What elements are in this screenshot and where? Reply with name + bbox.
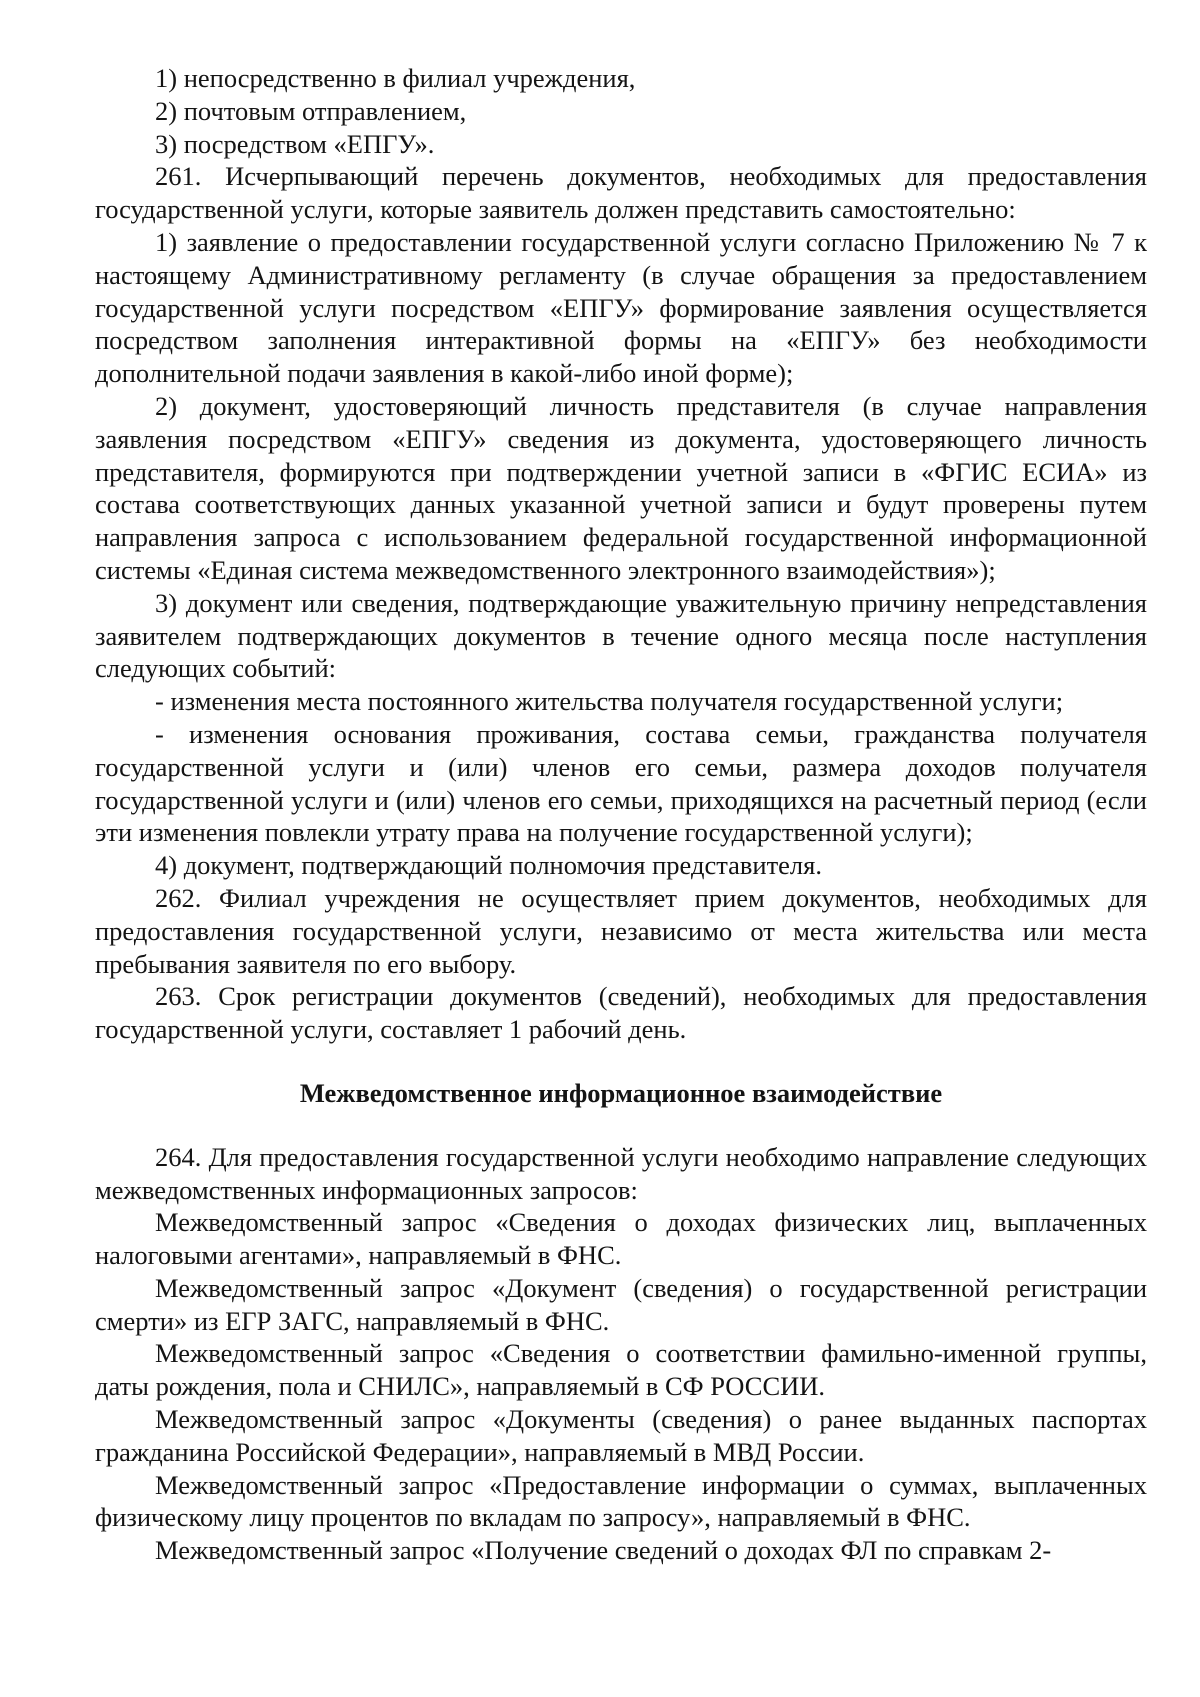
paragraph-264: 264. Для предоставления государственной услуги необходимо направление следующих межведомственных информационных запросов: <box>95 1141 1147 1205</box>
list-item-3: 3) посредством «ЕПГУ». <box>155 128 435 159</box>
paragraph-262: 262. Филиал учреждения не осуществляет прием документов, необходимых для предоставления государственной услуги, независимо от места жительства или места пребывания заявителя по его выбору. <box>95 882 1147 979</box>
paragraph-261: 261. Исчерпывающий перечень документов, необходимых для предоставления государственной услуги, которые заявитель должен представить самостоятельно: <box>95 161 1147 225</box>
paragraph-261-item-3: 3) документ или сведения, подтверждающие уважительную причину непредставления заявителем подтверждающих документов в течение одного месяца после наступления следующих событий: <box>95 587 1147 684</box>
section-heading: Межведомственное информационное взаимодействие <box>299 1077 943 1108</box>
paragraph-261-item-4: 4) документ, подтверждающий полномочия представителя. <box>155 850 822 881</box>
paragraph-261-item-3-dash-1: - изменения места постоянного жительства получателя государственной услуги; <box>155 686 1064 717</box>
document-page <box>95 62 1147 1567</box>
list-item-1: 1) непосредственно в филиал учреждения, <box>155 63 636 93</box>
paragraph-261-item-3-dash-2: - изменения основания проживания, состава семьи, гражданства получателя государственной услуги и (или) членов его семьи, размера доходов получателя государственной услуги и (или) членов его семьи, приходящихся на расчетный период (если эти изменения повлекли утрату права на получение государственной услуги); <box>95 718 1147 848</box>
request-item-5: Межведомственный запрос «Предоставление информации о суммах, выплаченных физическому лицу процентов по вкладам по запросу», направляемый в ФНС. <box>95 1469 1147 1533</box>
paragraph-263: 263. Срок регистрации документов (сведений), необходимых для предоставления государственной услуги, составляет 1 рабочий день. <box>95 981 1147 1045</box>
request-item-3: Межведомственный запрос «Сведения о соответствии фамильно-именной группы, даты рождения, пола и СНИЛС», направляемый в СФ РОССИИ. <box>95 1338 1147 1402</box>
request-item-4: Межведомственный запрос «Документы (сведения) о ранее выданных паспортах гражданина Российской Федерации», направляемый в МВД России. <box>95 1404 1147 1467</box>
request-item-1: Межведомственный запрос «Сведения о доходах физических лиц, выплаченных налоговыми агентами», направляемый в ФНС. <box>95 1207 1147 1271</box>
paragraph-261-item-1: 1) заявление о предоставлении государственной услуги согласно Приложению № 7 к настоящему Административному регламенту (в случае обращения за предоставлением государственной услуги посредством «ЕПГУ» формирование заявления осуществляется посредством заполнения интерактивной формы на «ЕПГУ» без необходимости дополнительной подачи заявления в какой-либо иной форме); <box>95 226 1147 389</box>
paragraph-261-item-2: 2) документ, удостоверяющий личность представителя (в случае направления заявления посредством «ЕПГУ» сведения из документа, удостоверяющего личность представителя, формируются при подтверждении учетной записи в «ФГИС ЕСИА» из состава соответствующих данных указанной учетной записи и будут проверены путем направления запроса с использованием федеральной государственной информационной системы «Единая система межведомственного электронного взаимодействия»); <box>95 390 1147 585</box>
request-item-6: Межведомственный запрос «Получение сведений о доходах ФЛ по справкам 2- <box>155 1535 1052 1566</box>
request-item-2: Межведомственный запрос «Документ (сведения) о государственной регистрации смерти» из ЕГР ЗАГС, направляемый в ФНС. <box>95 1272 1147 1336</box>
list-item-2: 2) почтовым отправлением, <box>155 95 467 126</box>
